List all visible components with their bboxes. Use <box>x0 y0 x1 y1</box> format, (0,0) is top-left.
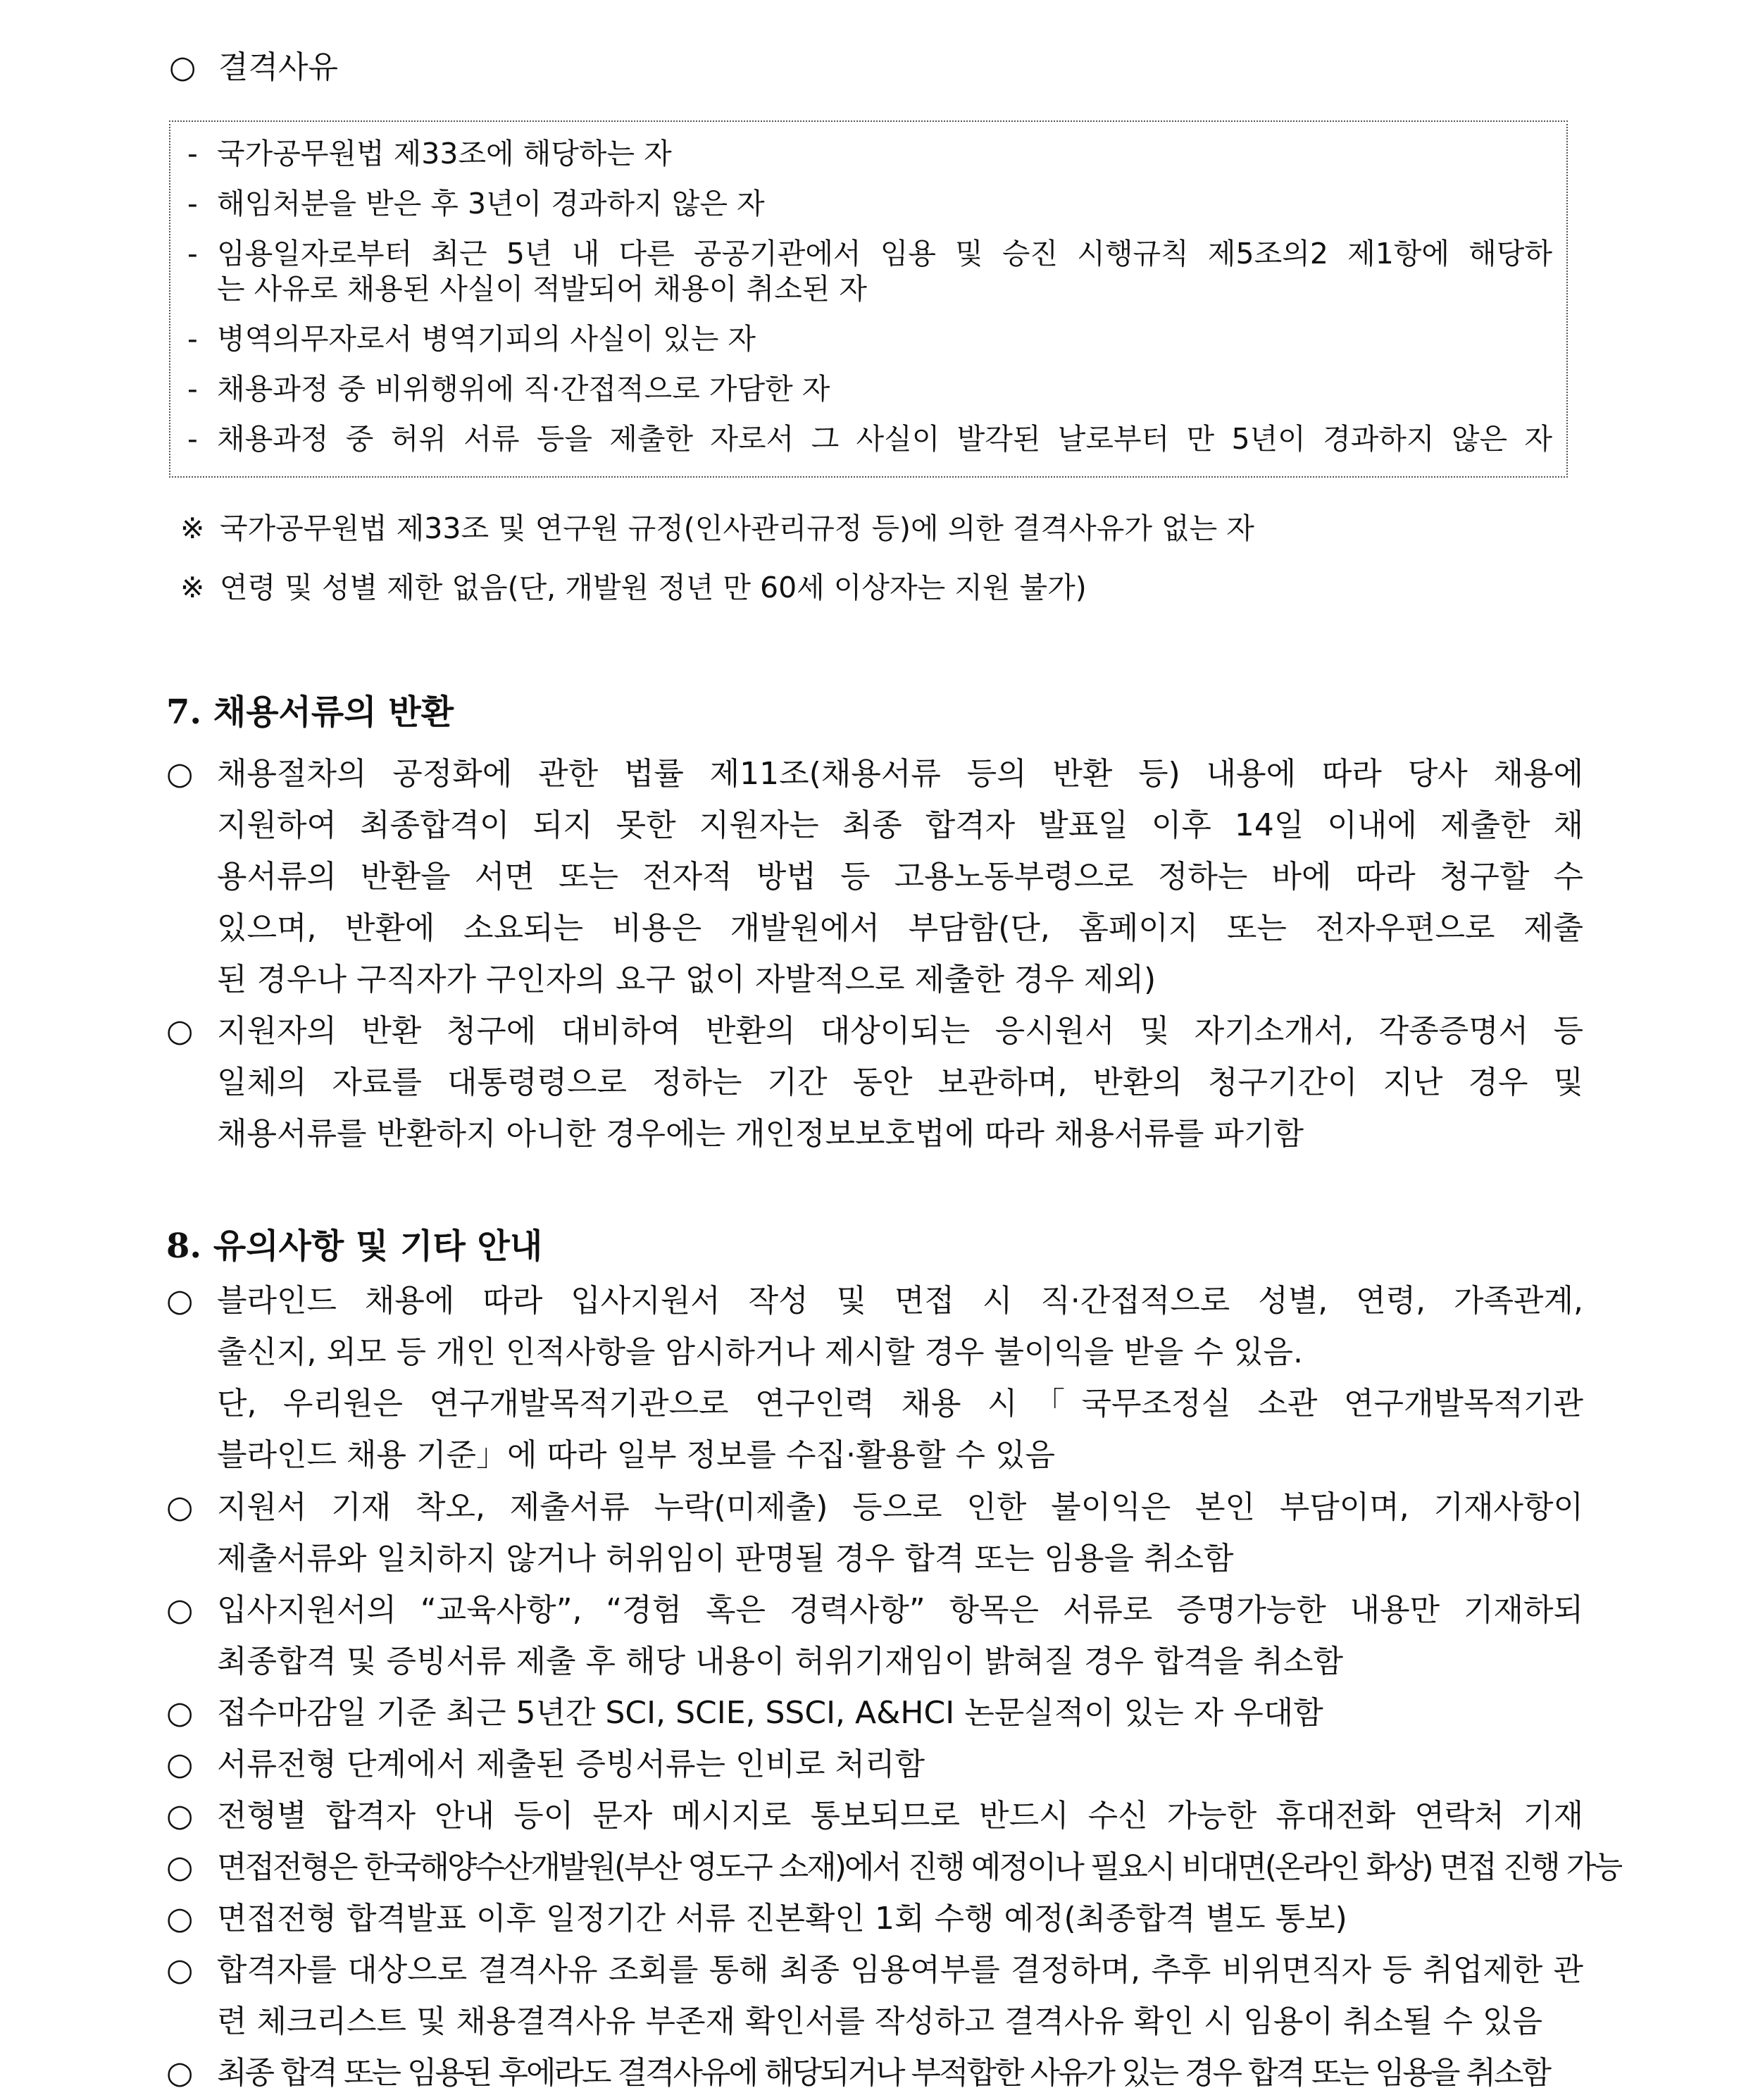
reference-mark: ※ <box>180 571 205 604</box>
note <box>180 568 1087 607</box>
disqualification-heading <box>169 46 338 89</box>
section-8-item <box>166 1790 1583 1841</box>
dash-bullet: - <box>187 187 198 220</box>
item-line: 블라인드 채용 기준」에 따라 일부 정보를 수집·활용할 수 있음 <box>217 1437 1055 1473</box>
box-item-text: 국가공무원법 제33조에 해당하는 자 <box>217 137 672 170</box>
item-line: 서류전형 단계에서 제출된 증빙서류는 인비로 처리함 <box>217 1746 925 1782</box>
section-8-item <box>166 1275 1583 1481</box>
item-line: 최종합격 및 증빙서류 제출 후 해당 내용이 허위기재임이 밝혀질 경우 합격을 취소함 <box>217 1644 1343 1679</box>
circle-bullet: ○ <box>166 1489 194 1525</box>
item-line: 지원자의 반환 청구에 대비하여 반환의 대상이되는 응시원서 및 자기소개서, 각종증명서 등 <box>217 1013 1583 1049</box>
circle-bullet: ○ <box>166 1013 194 1049</box>
circle-bullet: ○ <box>166 1901 194 1937</box>
section-8-item <box>166 1944 1583 2047</box>
section-7-title: 7. 채용서류의 반환 <box>166 692 454 732</box>
circle-bullet: ○ <box>166 756 194 792</box>
section-8-item <box>166 1893 1583 1944</box>
item-line: 용서류의 반환을 서면 또는 전자적 방법 등 고용노동부령으로 정하는 바에 따라 청구할 수 <box>217 859 1583 895</box>
item-body <box>217 1275 1583 1481</box>
item-line: 합격자를 대상으로 결격사유 조회를 통해 최종 임용여부를 결정하며, 추후 비위면직자 등 취업제한 관 <box>217 1952 1583 1988</box>
item-line: 입사지원서의 “교육사항”, “경험 혹은 경력사항” 항목은 서류로 증명가능한 내용만 기재하되 <box>217 1592 1583 1628</box>
section-8-item <box>166 2047 1583 2099</box>
item-line: 채용절차의 공정화에 관한 법률 제11조(채용서류 등의 반환 등) 내용에 따라 당사 채용에 <box>217 756 1583 792</box>
item-body <box>217 1687 1583 1739</box>
circle-bullet: ○ <box>166 1283 194 1319</box>
box-item-text <box>217 235 1552 308</box>
item-line: 련 체크리스트 및 채용결격사유 부존재 확인서를 작성하고 결격사유 확인 시 임용이 취소될 수 있음 <box>217 2003 1542 2039</box>
circle-bullet: ○ <box>166 1695 194 1731</box>
item-line: 접수마감일 기준 최근 5년간 SCI, SCIE, SSCI, A&HCI 논문실적이 있는 자 우대함 <box>217 1695 1323 1731</box>
item-line: 지원서 기재 착오, 제출서류 누락(미제출) 등으로 인한 불이익은 본인 부담이며, 기재사항이 <box>217 1489 1583 1525</box>
dash-bullet: - <box>187 237 198 271</box>
item-body <box>217 1481 1583 1584</box>
item-body <box>217 1841 1622 1893</box>
box-item <box>187 370 1552 408</box>
section-7-item <box>166 1005 1583 1160</box>
dash-bullet: - <box>187 422 198 456</box>
circle-bullet: ○ <box>166 1746 194 1782</box>
note-text: 연령 및 성별 제한 없음(단, 개발원 정년 만 60세 이상자는 지원 불가) <box>220 571 1087 604</box>
circle-bullet: ○ <box>166 2055 194 2091</box>
dash-bullet: - <box>187 322 198 356</box>
item-body <box>217 1739 1583 1790</box>
circle-bullet: ○ <box>166 1798 194 1834</box>
circle-bullet: ○ <box>166 1952 194 1988</box>
dash-bullet: - <box>187 372 198 406</box>
circle-bullet: ○ <box>169 49 197 85</box>
section-8-item <box>166 1841 1622 1893</box>
dash-bullet: - <box>187 137 198 170</box>
box-item-text: 채용과정 중 비위행위에 직·간접적으로 가담한 자 <box>217 372 830 406</box>
item-line: 출신지, 외모 등 개인 인적사항을 암시하거나 제시할 경우 불이익을 받을 수 있음. <box>217 1334 1303 1370</box>
reference-mark: ※ <box>180 511 205 545</box>
item-body <box>217 1893 1583 1944</box>
item-line: 일체의 자료를 대통령령으로 정하는 기간 동안 보관하며, 반환의 청구기간이 지난 경우 및 <box>217 1064 1583 1100</box>
item-body <box>217 748 1583 1005</box>
item-line: 최종 합격 또는 임용된 후에라도 결격사유에 해당되거나 부적합한 사유가 있는 경우 합격 또는 임용을 취소함 <box>217 2055 1549 2091</box>
item-line: 전형별 합격자 안내 등이 문자 메시지로 통보되므로 반드시 수신 가능한 휴대전화 연락처 기재 <box>217 1798 1583 1834</box>
item-body <box>217 2047 1583 2099</box>
section-7-item <box>166 748 1583 1005</box>
box-item <box>187 135 1552 173</box>
item-body <box>217 1005 1583 1160</box>
item-body <box>217 1944 1583 2047</box>
box-item-line: 는 사유로 채용된 사실이 적발되어 채용이 취소된 자 <box>217 272 867 306</box>
box-item <box>187 235 1552 308</box>
section-8-item <box>166 1687 1583 1739</box>
item-line: 된 경우나 구직자가 구인자의 요구 없이 자발적으로 제출한 경우 제외) <box>217 962 1156 998</box>
item-line: 있으며, 반환에 소요되는 비용은 개발원에서 부담함(단, 홈페이지 또는 전자우편으로 제출 <box>217 910 1583 946</box>
disqualification-heading-text: 결격사유 <box>218 49 339 85</box>
box-item <box>187 320 1552 358</box>
item-line: 면접전형은 한국해양수산개발원(부산 영도구 소재)에서 진행 예정이나 필요시 비대면(온라인 화상) 면접 진행 가능 <box>217 1849 1622 1885</box>
box-item-text: 해임처분을 받은 후 3년이 경과하지 않은 자 <box>217 187 765 220</box>
section-8-item <box>166 1584 1583 1687</box>
item-line: 지원하여 최종합격이 되지 못한 지원자는 최종 합격자 발표일 이후 14일 이내에 제출한 채 <box>217 807 1583 843</box>
note <box>180 509 1254 548</box>
box-item <box>187 185 1552 223</box>
note-text: 국가공무원법 제33조 및 연구원 규정(인사관리규정 등)에 의한 결격사유가 없는 자 <box>220 511 1254 545</box>
item-line: 제출서류와 일치하지 않거나 허위임이 판명될 경우 합격 또는 임용을 취소함 <box>217 1541 1234 1577</box>
box-item <box>187 420 1552 458</box>
box-item-line: 임용일자로부터 최근 5년 내 다른 공공기관에서 임용 및 승진 시행규칙 제5조의2 제1항에 해당하 <box>217 237 1552 271</box>
section-8-item <box>166 1739 1583 1790</box>
box-item-text: 채용과정 중 허위 서류 등을 제출한 자로서 그 사실이 발각된 날로부터 만 5년이 경과하지 않은 자 <box>217 422 1552 456</box>
section-8-item <box>166 1481 1583 1584</box>
item-line: 블라인드 채용에 따라 입사지원서 작성 및 면접 시 직·간접적으로 성별, 연령, 가족관계, <box>217 1283 1583 1319</box>
item-line: 채용서류를 반환하지 아니한 경우에는 개인정보보호법에 따라 채용서류를 파기함 <box>217 1116 1304 1152</box>
disqualification-box <box>169 120 1568 478</box>
circle-bullet: ○ <box>166 1849 194 1885</box>
item-body <box>217 1584 1583 1687</box>
item-line: 면접전형 합격발표 이후 일정기간 서류 진본확인 1회 수행 예정(최종합격 별도 통보) <box>217 1901 1347 1937</box>
item-line: 단, 우리원은 연구개발목적기관으로 연구인력 채용 시「국무조정실 소관 연구개발목적기관 <box>217 1386 1583 1422</box>
circle-bullet: ○ <box>166 1592 194 1628</box>
section-8-title: 8. 유의사항 및 기타 안내 <box>166 1226 543 1266</box>
item-body <box>217 1790 1583 1841</box>
box-item-text: 병역의무자로서 병역기피의 사실이 있는 자 <box>217 322 756 356</box>
